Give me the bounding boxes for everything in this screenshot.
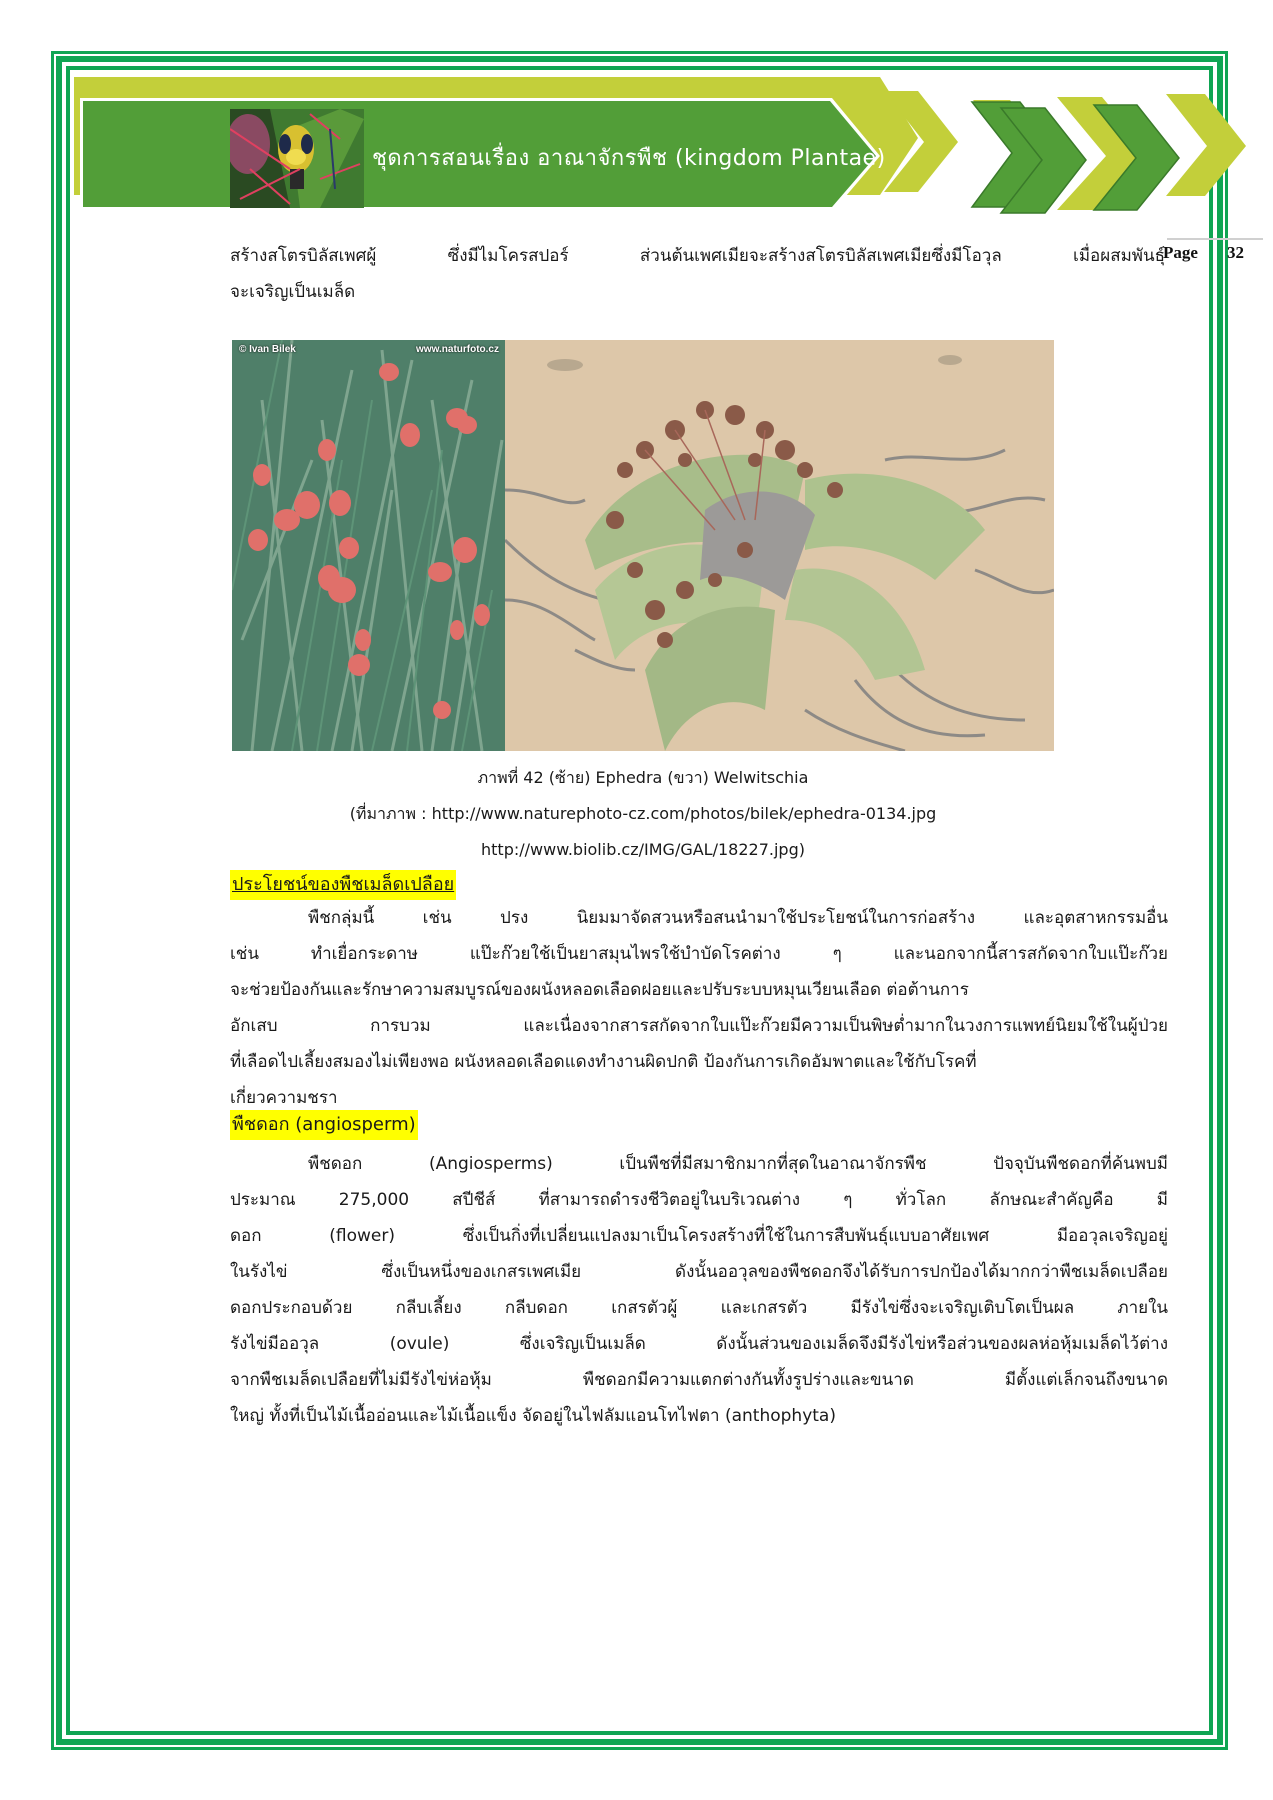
section-heading: พืชดอก (angiosperm) <box>230 1110 418 1140</box>
page-number-value: 32 <box>1227 243 1244 262</box>
text-line: สร้างสโตรบิลัสเพศผู้ ซึ่งมีไมโครสปอร์ ส่วนต้นเพศเมียจะสร้างสโตรบิลัสเพศเมียซึ่งมีโอวุล เมื่อผสมพันธุ์ <box>230 246 1165 266</box>
text-line: จะเจริญเป็นเมล็ด <box>230 282 356 302</box>
text-line: ใหญ่ ทั้งที่เป็นไม้เนื้ออ่อนและไม้เนื้อแข็ง จัดอยู่ในไฟลัมแอนโทไฟตา (anthophyta) <box>230 1406 836 1426</box>
page-number-rule <box>1167 238 1263 240</box>
ephedra-image <box>232 340 505 751</box>
section-gymnosperm-uses <box>230 870 1168 1116</box>
text-line: พืชกลุ่มนี้ เช่น ปรง นิยมมาจัดสวนหรือสนนำมาใช้ประโยชน์ในการก่อสร้าง และอุตสาหกรรมอื่น <box>308 908 1168 928</box>
figure-caption <box>232 760 1054 868</box>
text-line: เช่น ทำเยื่อกระดาษ แป๊ะก๊วยใช้เป็นยาสมุนไพรใช้บำบัดโรคต่าง ๆ และนอกจากนี้สารสกัดจากใบแป๊ะก๊วย <box>230 944 1168 964</box>
text-line: รังไข่มีออวุล (ovule) ซึ่งเจริญเป็นเมล็ด ดังนั้นส่วนของเมล็ดจึงมีรังไข่หรือส่วนของผลห่อหุ้มเมล็ดไว้ต่าง <box>230 1334 1168 1354</box>
header-banner <box>0 0 1273 230</box>
text-line: ดอก (flower) ซึ่งเป็นกิ่งที่เปลี่ยนแปลงมาเป็นโครงสร้างที่ใช้ในการสืบพันธุ์แบบอาศัยเพศ มีออวุลเจริญอยู่ <box>230 1226 1168 1246</box>
image-credit: www.naturfoto.cz <box>416 344 499 355</box>
banner-chevrons <box>0 0 1273 230</box>
figure-42 <box>232 340 1054 751</box>
document-title: ชุดการสอนเรื่อง อาณาจักรพืช (kingdom Plantae) <box>372 146 886 171</box>
text-line: ในรังไข่ ซึ่งเป็นหนึ่งของเกสรเพศเมีย ดังนั้นออวุลของพืชดอกจึงได้รับการปกป้องได้มากกว่าพืชเมล็ดเปลือย <box>230 1262 1168 1282</box>
banner-thumbnail-wasp <box>230 109 364 208</box>
text-line: จะช่วยป้องกันและรักษาความสมบูรณ์ของผนังหลอดเลือดฝอยและปรับระบบหมุนเวียนเลือด ต่อต้านการ <box>230 980 969 1000</box>
caption-source-line: (ที่มาภาพ : http://www.naturephoto-cz.com/photos/bilek/ephedra-0134.jpg <box>349 804 937 823</box>
text-line: พืชดอก (Angiosperms) เป็นพืชที่มีสมาชิกมากที่สุดในอาณาจักรพืช ปัจจุบันพืชดอกที่ค้นพบมี <box>308 1154 1168 1174</box>
page-label: Page <box>1163 243 1198 262</box>
welwitschia-image <box>505 340 1054 751</box>
intro-paragraph <box>230 238 1165 310</box>
text-line: อักเสบ การบวม และเนื่องจากสารสกัดจากใบแป๊ะก๊วยมีความเป็นพิษต่ำมากในวงการแพทย์นิยมใช้ในผู้ป่วย <box>230 1016 1168 1036</box>
section-heading: ประโยชน์ของพืชเมล็ดเปลือย <box>230 870 456 900</box>
text-line: ประมาณ 275,000 สปีชีส์ ที่สามารถดำรงชีวิตอยู่ในบริเวณต่าง ๆ ทั่วโลก ลักษณะสำคัญคือ มี <box>230 1190 1168 1210</box>
text-line: ที่เลือดไปเลี้ยงสมองไม่เพียงพอ ผนังหลอดเลือดแดงทำงานผิดปกติ ป้องกันการเกิดอัมพาตและใช้กับโรคที่ <box>230 1052 977 1072</box>
text-line: เกี่ยวความชรา <box>230 1088 338 1108</box>
caption-line: ภาพที่ 42 (ซ้าย) Ephedra (ขวา) Welwitschia <box>477 768 809 787</box>
section-angiosperm <box>230 1110 1168 1434</box>
image-credit: © Ivan Bilek <box>239 344 296 355</box>
caption-source-line: http://www.biolib.cz/IMG/GAL/18227.jpg) <box>481 840 805 859</box>
text-line: ดอกประกอบด้วย กลีบเลี้ยง กลีบดอก เกสรตัวผู้ และเกสรตัว มีรังไข่ซึ่งจะเจริญเติบโตเป็นผล ภายใน <box>230 1298 1168 1318</box>
chevron-icon <box>1166 94 1246 196</box>
text-line: จากพืชเมล็ดเปลือยที่ไม่มีรังไข่ห่อหุ้ม พืชดอกมีความแตกต่างกันทั้งรูปร่างและขนาด มีตั้งแต่เล็กจนถึงขนาด <box>230 1370 1168 1390</box>
